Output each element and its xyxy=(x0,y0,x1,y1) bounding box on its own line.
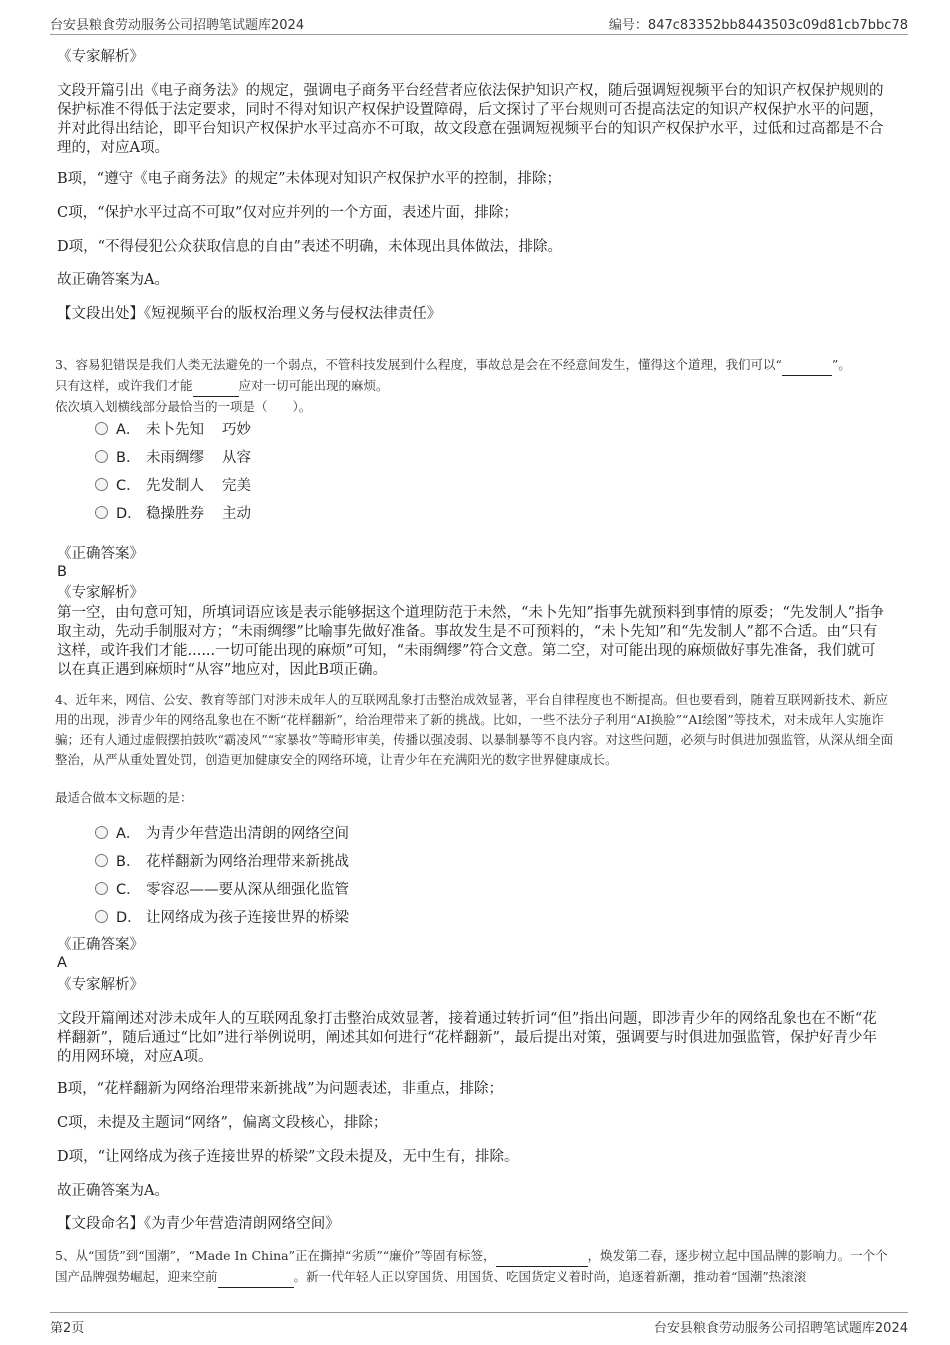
header-title: 台安县粮食劳动服务公司招聘笔试题库2024 xyxy=(50,18,305,33)
radio-icon[interactable] xyxy=(95,882,108,895)
q4-answer: A xyxy=(57,955,67,971)
radio-icon[interactable] xyxy=(95,506,108,519)
q3-option-a[interactable]: A． 未卜先知 巧妙 xyxy=(95,418,251,438)
page-number: 第2页 xyxy=(50,1321,85,1336)
radio-icon[interactable] xyxy=(95,450,108,463)
q4-analysis: 文段开篇阐述对涉未成年人的互联网乱象打击整治成效显著，接着通过转折词“但”指出问题，即涉青少年的网络乱象也在不断“花样翻新”，随后通过“比如”进行举例说明，阐述其如何进行“花样翻新”，最后提出对策，强调要与时俱进加强监管，保护好青少年的用网环境，对应A项。 xyxy=(57,1011,878,1065)
q4-option-b[interactable]: B． 花样翻新为网络治理带来新挑战 xyxy=(95,850,349,870)
q5-stem: 5、从“国货”到“国潮”，“Made In China”正在撕掉“劣质”“廉价”等固有标签， ，焕发第二春，逐步树立起中国品牌的影响力。一个个国产品牌强势崛起，迎来空前 。新一代年轻人正以穿国货、用国货、吃国货定义着时尚，追逐着新潮，推动着“国潮”热滚滚 xyxy=(55,1246,895,1288)
radio-icon[interactable] xyxy=(95,478,108,491)
header-serial: 编号：847c83352bb8443503c09d81cb7bbc78 xyxy=(608,18,908,33)
q3-expert-label: 《专家解析》 xyxy=(57,585,144,601)
q4-title: 【文段命名】《为青少年营造清朗网络空间》 xyxy=(57,1216,340,1232)
q4-answer-label: 《正确答案》 xyxy=(57,937,144,953)
q4-expert-label: 《专家解析》 xyxy=(57,977,144,993)
radio-icon[interactable] xyxy=(95,910,108,923)
page-footer xyxy=(50,1312,908,1335)
radio-icon[interactable] xyxy=(95,854,108,867)
q4-conclusion: 故正确答案为A。 xyxy=(57,1183,169,1199)
q3-answer: B xyxy=(57,564,67,580)
page-header xyxy=(50,14,908,35)
q4-option-d-note: D项，“让网络成为孩子连接世界的桥梁”文段未提及，无中生有，排除。 xyxy=(57,1149,519,1165)
q4-option-b-note: B项，“花样翻新为网络治理带来新挑战”为问题表述，非重点，排除； xyxy=(57,1081,503,1097)
q4-option-a[interactable]: A． 为青少年营造出清朗的网络空间 xyxy=(95,822,349,842)
q4-option-c-note: C项，未提及主题词“网络”，偏离文段核心，排除； xyxy=(57,1115,388,1131)
q2-expert-label: 《专家解析》 xyxy=(57,49,144,65)
q2-option-d-note: D项，“不得侵犯公众获取信息的自由”表述不明确，未体现出具体做法，排除。 xyxy=(57,239,562,255)
q3-option-b[interactable]: B． 未雨绸缪 从容 xyxy=(95,446,251,466)
q2-conclusion: 故正确答案为A。 xyxy=(57,272,169,288)
radio-icon[interactable] xyxy=(95,826,108,839)
footer-title: 台安县粮食劳动服务公司招聘笔试题库2024 xyxy=(653,1321,908,1336)
radio-icon[interactable] xyxy=(95,422,108,435)
q2-option-c-note: C项，“保护水平过高不可取”仅对应并列的一个方面，表述片面，排除； xyxy=(57,205,518,221)
q4-stem: 4、近年来，网信、公安、教育等部门对涉未成年人的互联网乱象打击整治成效显著，平台自律程度也不断提高。但也要看到，随着互联网新技术、新应用的出现，涉青少年的网络乱象也在不断“花样翻新”，给治理带来了新的挑战。比如，一些不法分子利用“AI换脸”“AI绘图”等技术，对未成年人实施诈骗；还有人通过虚假摆拍鼓吹“霸凌风”“家暴妆”等畸形审美，传播以强凌弱、以暴制暴等不良内容。对这些问题，必须与时俱进加强监管，从深从细全面整治，从严从重处置处罚，创造更加健康安全的网络环境，让青少年在充满阳光的数字世界健康成长。 xyxy=(55,692,894,767)
q2-analysis: 文段开篇引出《电子商务法》的规定，强调电子商务平台经营者应依法保护知识产权，随后强调短视频平台的知识产权保护规则的保护标准不得低于法定要求，同时不得对知识产权保护设置障碍，后文探讨了平台规则可否提高法定的知识产权保护水平的问题，并对此得出结论，即平台知识产权保护水平过高亦不可取，故文段意在强调短视频平台的知识产权保护水平，过低和过高都是不合理的，对应A项。 xyxy=(57,83,884,156)
q2-source: 【文段出处】《短视频平台的版权治理义务与侵权法律责任》 xyxy=(57,306,442,322)
q4-question: 最适合做本文标题的是： xyxy=(55,790,193,805)
q3-answer-label: 《正确答案》 xyxy=(57,546,144,562)
q3-analysis: 第一空，由句意可知，所填词语应该是表示能够据这个道理防范于未然，“未卜先知”指事先就预料到事情的原委；“先发制人”指争取主动，先动手制服对方；“未雨绸缪”比喻事先做好准备。事故发生是不可预料的，“未卜先知”和“先发制人”都不合适。由“只有这样，或许我们才能......一切可能出现的麻烦”可知，“未雨绸缪”符合文意。第二空，对可能出现的麻烦做好事先准备，我们就可以在真正遇到麻烦时“从容”地应对，因此B项正确。 xyxy=(57,605,885,678)
q3-option-d[interactable]: D． 稳操胜券 主动 xyxy=(95,502,251,522)
q3-option-c[interactable]: C． 先发制人 完美 xyxy=(95,474,251,494)
q4-option-c[interactable]: C． 零容忍——要从深从细强化监管 xyxy=(95,878,349,898)
q2-option-b-note: B项，“遵守《电子商务法》的规定”未体现对知识产权保护水平的控制，排除； xyxy=(57,171,561,187)
q3-stem: 3、容易犯错误是我们人类无法避免的一个弱点，不管科技发展到什么程度，事故总是会在不经意间发生，懂得这个道理，我们可以“ ”。 只有这样，或许我们才能 应对一切可能出现的麻烦。 依次填入划横线部分最恰当的一项是（ ）。 xyxy=(55,357,851,414)
q4-option-d[interactable]: D． 让网络成为孩子连接世界的桥梁 xyxy=(95,906,349,926)
